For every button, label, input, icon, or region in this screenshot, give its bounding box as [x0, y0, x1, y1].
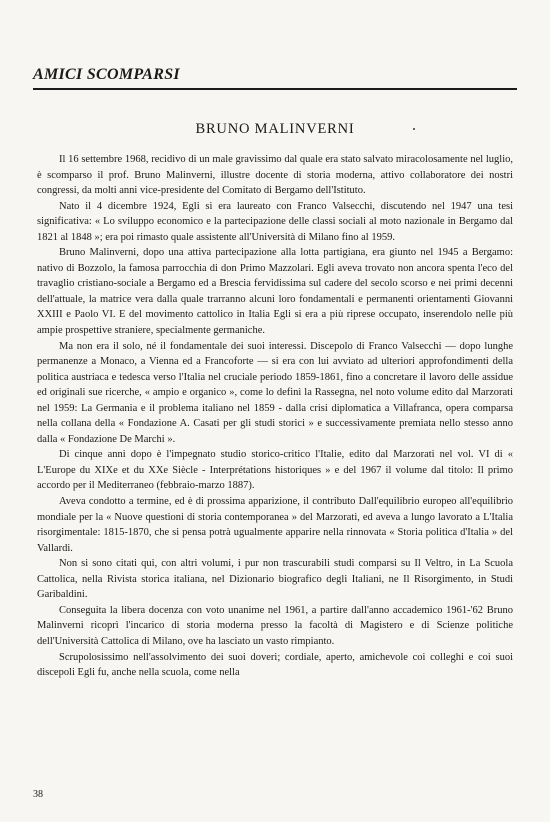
- paragraph: Nato il 4 dicembre 1924, Egli si era laureato con Franco Valsecchi, discutendo nel 1947 una tesi significativa: « Lo sviluppo economico e la partecipazione delle classi sociali al moto nazionale in Bergamo dal 1821 al 1848 »; era poi rimasto quale assistente all'Università di Milano fino al 1959.: [37, 200, 513, 243]
- paragraph: Ma non era il solo, né il fondamentale dei suoi interessi. Discepolo di Franco Valsecchi — dopo lunghe permanenze a Monaco, a Vienna ed a Francoforte — si era con lui avviato ad ulteriori approfondimenti della politica austriaca e tedesca verso l'Italia nel cruciale periodo 1859-1861, fino a concretare il lavoro delle assidue ed originali sue ricerche, « ampio e organico », come lo definì la Rassegna, nel noto volume edito dal Marzorati nel 1959: La Germania e il problema italiano nel 1859 - dalla crisi diplomatica a Villafranca, opera comparsa nella collana della « Fondazione A. Casati per gli studi storici » e successivamente premiata nello stesso anno dalla « Fondazione De Marchi ».: [37, 340, 513, 445]
- page-number: 38: [33, 789, 43, 800]
- article-body: [37, 152, 513, 681]
- paragraph: Scrupolosissimo nell'assolvimento dei suoi doveri; cordiale, aperto, amichevole coi colleghi e coi suoi discepoli Egli fu, anche nella scuola, come nella: [37, 651, 513, 679]
- paragraph: Non si sono citati qui, con altri volumi, i pur non trascurabili studi comparsi su Il Veltro, in La Scuola Cattolica, nella Rivista storica italiana, nel Dizionario biografico degli Italiani, ne Il Risorgimento, in Studi Garibaldini.: [37, 558, 513, 601]
- section-title: AMICI SCOMPARSI: [33, 66, 180, 83]
- paragraph: Di cinque anni dopo è l'impegnato studio storico-critico l'Italie, edito dal Marzorati nel vol. VI di « L'Europe du XIXe et du XXe Siècle - Interprétations historiques » e del 1967 il volume dal titolo: Il primo accordo per il Mediterraneo (febbraio-marzo 1887).: [37, 449, 513, 492]
- paragraph: Aveva condotto a termine, ed è di prossima apparizione, il contributo Dall'equilibrio europeo all'equilibrio mondiale per la « Nuove questioni di storia contemporanea » del Marzorati, ed aveva a lungo lavorato a L'Italia risorgimentale: 1815-1870, che si pensa potrà ugualmente apparire nella rinnovata « Storia politica d'Italia » del Vallardi.: [37, 496, 513, 554]
- paragraph: Conseguita la libera docenza con voto unanime nel 1961, a partire dall'anno accademico 1961-'62 Bruno Malinverni ricoprì l'incarico di storia moderna presso la facoltà di Magistero e di Scienze politiche dell'Università Cattolica di Milano, ove ha lasciato un vasto rimpianto.: [37, 604, 513, 647]
- article-title: BRUNO MALINVERNI: [195, 121, 355, 137]
- section-rule: [33, 88, 517, 90]
- paragraph: Il 16 settembre 1968, recidivo di un male gravissimo dal quale era stato salvato miracolosamente nel luglio, è scomparso il prof. Bruno Malinverni, illustre docente di storia moderna, attivo collaboratore dei nostri congressi, da molti anni vice-presidente del Comitato di Bergamo dell'Istituto.: [37, 154, 513, 197]
- paragraph: Bruno Malinverni, dopo una attiva partecipazione alla lotta partigiana, era giunto nel 1945 a Bergamo: nativo di Bozzolo, la famosa parrocchia di don Primo Mazzolari. Egli aveva trovato non ancora spenta l'eco del travaglio cristiano-sociale a Bergamo ed a Brescia fervidissima sul cadere del secolo scorso e nei primi decenni dell'attuale, la matrice vera dalla quale trarranno alcuni loro fondamentali e permanenti orientamenti Giovanni XXIII e Paolo VI. E del movimento cattolico in Italia Egli si era a più riprese occupato, inserendolo nelle più ampie prospettive straniere, specialmente germaniche.: [37, 247, 513, 337]
- print-speck: [413, 128, 415, 130]
